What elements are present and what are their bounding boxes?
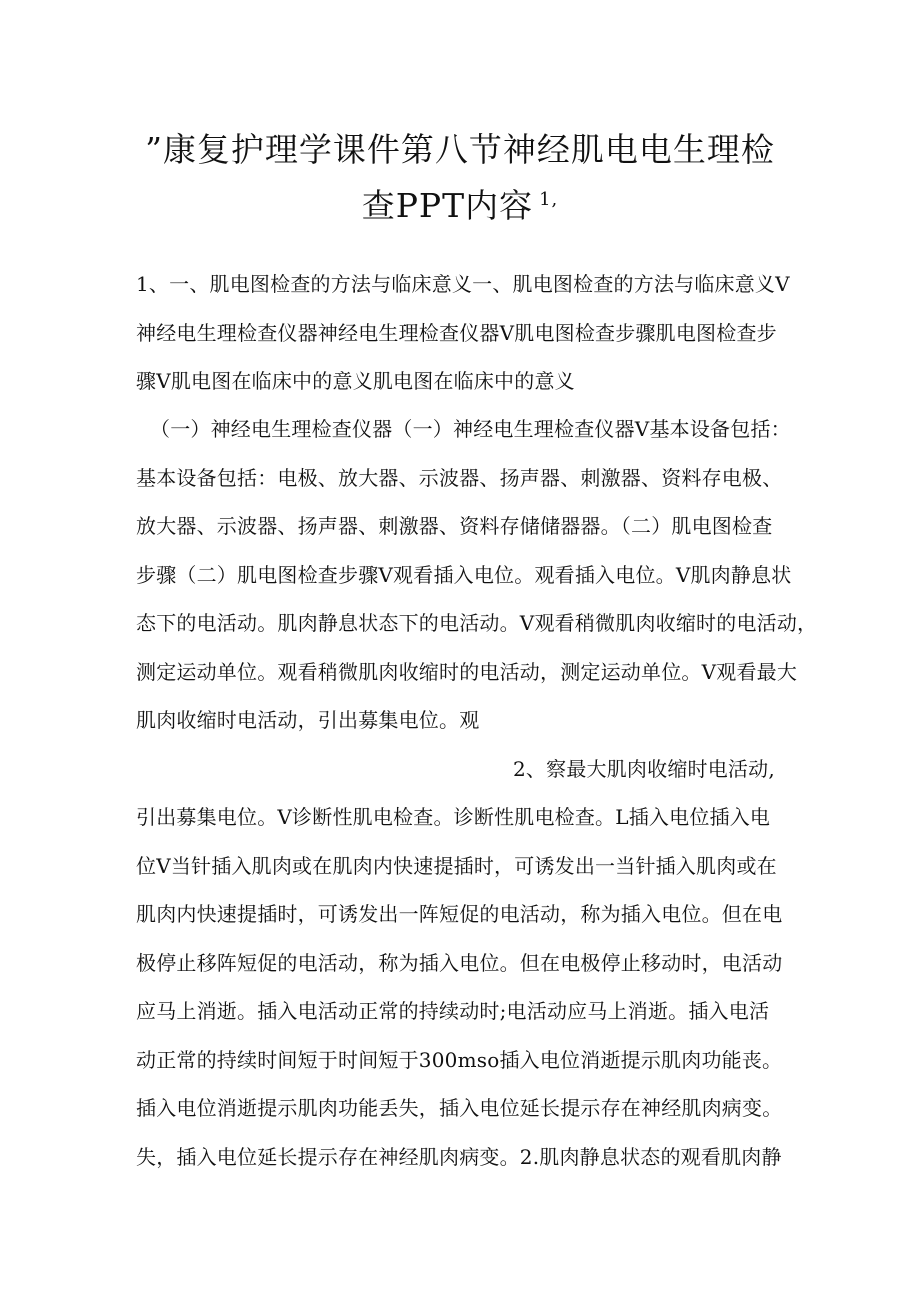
body-line: 引出募集电位。V诊断性肌电检查。诊断性肌电检查。L插入电位插入电 [136,805,771,829]
body-line: 插入电位消逝提示肌肉功能丢失，插入电位延长提示存在神经肌肉病变。 [136,1096,783,1120]
body-line: 1、一、肌电图检查的方法与临床意义一、肌电图检查的方法与临床意义V [136,272,790,296]
title-line-2 [100,180,820,227]
title-superscript: 1, [539,189,559,210]
body-line: 放大器、示波器、扬声器、刺激器、资料存储储器器。（二）肌电图检查 [136,514,773,538]
body-line: 神经电生理检查仪器神经电生理检查仪器V肌电图检查步骤肌电图检查步 [136,321,777,345]
body-line: 步骤（二）肌电图检查步骤V观看插入电位。观看插入电位。V肌肉静息状 [136,563,792,587]
body-line: 测定运动单位。观看稍微肌肉收缩时的电活动，测定运动单位。V观看最大 [136,660,798,684]
title-text: 查PPT内容 [361,186,534,225]
body-line: 肌肉内快速提插时，可诱发出一阵短促的电活动，称为插入电位。但在电 [136,902,783,926]
body-line: 2、察最大肌肉收缩时电活动, [513,757,775,781]
body-line: 极停止移阵短促的电活动，称为插入电位。但在电极停止移动时，电活动 [136,951,783,975]
body-line: 基本设备包括：电极、放大器、示波器、扬声器、刺激器、资料存电极、 [136,466,783,490]
body-line: 态下的电活动。肌肉静息状态下的电活动。V观看稍微肌肉收缩时的电活动， [136,611,818,635]
body-line: 动正常的持续时间短于时间短于300mso插入电位消逝提示肌肉功能丧。 [136,1048,783,1072]
body-line: 应马上消逝。插入电活动正常的持续动时;电活动应马上消逝。插入电活 [136,999,770,1023]
body-line: 位V当针插入肌肉或在肌肉内快速提插时，可诱发出一当针插入肌肉或在 [136,854,777,878]
body-line: 骤V肌电图在临床中的意义肌电图在临床中的意义 [136,369,575,393]
title-line-1: ”康复护理学课件第八节神经肌电电生理检 [145,130,775,169]
body-line: 肌肉收缩时电活动，引出募集电位。观 [136,708,480,732]
body-line: 失，插入电位延长提示存在神经肌肉病变。2.肌肉静息状态的观看肌肉静 [136,1145,782,1169]
body-line: （一）神经电生理检查仪器（一）神经电生理检查仪器V基本设备包括： [150,417,791,441]
